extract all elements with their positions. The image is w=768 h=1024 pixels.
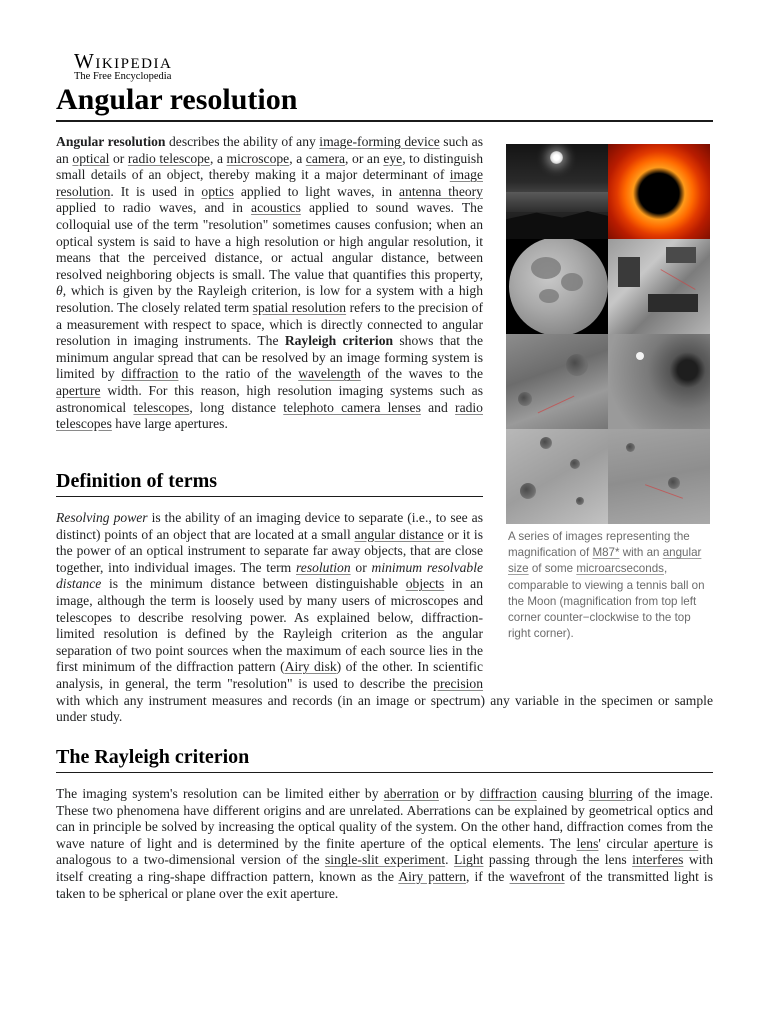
text-run: , a xyxy=(209,150,227,166)
text-run: of the image. These two phenomena have different origins and are unrelated. Aberrations can be explained by geometrical optics and can in principle be solved by increasing the optical quality of the system. On the other hand, diffraction comes from the wave nature of light and is determined by the finite aperture of the optical elements. The xyxy=(56,786,713,851)
text-run: with which any instrument measures and records (in an image or spectrum) any variable in the specimen or sample under study. xyxy=(56,692,713,725)
text-run: , which is given by the Rayleigh criterion, is low for a system with a high resolution. The closely related term xyxy=(56,283,483,315)
text-run: is the minimum distance between distinguishable xyxy=(101,576,406,592)
wiki-link[interactable]: aperture xyxy=(653,835,699,851)
wiki-link[interactable]: single-slit experiment xyxy=(324,852,446,868)
text-run: applied to radio waves, and in xyxy=(56,200,252,216)
text-run: . It is used in xyxy=(110,183,202,199)
text-run: and xyxy=(420,399,456,415)
text-run: have large apertures. xyxy=(111,416,228,432)
wiki-link[interactable]: angular size xyxy=(508,546,702,576)
lunar-surface-closeup-photo[interactable] xyxy=(506,334,608,429)
text-run: shows that the minimum angular spread that can be resolved by an image forming system is limited by xyxy=(56,333,483,382)
wiki-link[interactable]: resolution xyxy=(296,559,351,575)
mare-shape xyxy=(531,257,561,279)
moon-glow xyxy=(550,151,563,164)
wiki-link[interactable]: blurring xyxy=(588,786,633,801)
crater xyxy=(520,483,536,499)
lander-part xyxy=(666,247,696,263)
text-run: . xyxy=(445,852,454,868)
wiki-link[interactable]: radio telescopes xyxy=(56,399,483,432)
wiki-link[interactable]: Airy disk xyxy=(284,659,337,675)
text-run: applied to light waves, in xyxy=(233,183,400,199)
lake-water xyxy=(506,192,608,212)
text-run: or it is the power of an optical instrument to separate far away objects, that are close together, into individual images. The term xyxy=(56,526,483,575)
text-run: describes the ability of any xyxy=(165,134,320,149)
wiki-link[interactable]: Light xyxy=(453,852,484,868)
wiki-link[interactable]: M87* xyxy=(592,546,620,560)
wiki-link[interactable]: microscope xyxy=(226,150,290,166)
wiki-link[interactable]: microarcseconds xyxy=(576,562,664,576)
wiki-link[interactable]: wavelength xyxy=(298,366,361,382)
mare-shape xyxy=(561,273,583,291)
wiki-link[interactable]: camera xyxy=(305,150,346,166)
italic-term: θ xyxy=(56,283,63,299)
text-run: of the waves to the xyxy=(360,366,484,382)
text-run: , to distinguish small details of an object, thereby making it a major determinant of xyxy=(56,150,483,183)
wikipedia-logo[interactable] xyxy=(74,50,214,83)
definition-paragraph xyxy=(56,510,713,726)
wiki-link[interactable]: image-forming device xyxy=(319,134,440,149)
wiki-link[interactable]: aberration xyxy=(383,786,439,801)
text-run: , if the xyxy=(466,868,510,884)
text-run: such as an xyxy=(56,134,484,166)
wiki-link[interactable]: objects xyxy=(405,576,445,592)
text-run: of the transmitted light is taken to be spherical or plane over the exit aperture. xyxy=(56,868,713,901)
text-run: is the ability of an imaging device to separate (i.e., to see as distinct) points of an object that are located at a small xyxy=(56,510,483,542)
bold-term: Rayleigh criterion xyxy=(284,333,394,349)
lander-part xyxy=(648,294,698,312)
text-run: or xyxy=(350,559,372,575)
wiki-link[interactable]: aperture xyxy=(56,382,101,398)
crater xyxy=(518,392,532,406)
bold-term: Angular resolution xyxy=(56,134,166,149)
section-heading-rayleigh-criterion: The Rayleigh criterion xyxy=(56,746,250,768)
text-run: or by xyxy=(438,786,480,801)
logo-tagline: The Free Encyclopedia xyxy=(74,71,172,82)
text-run: of some xyxy=(528,562,577,576)
crater xyxy=(570,459,580,469)
apollo-lander-closeup-photo[interactable] xyxy=(608,239,710,334)
wiki-link[interactable]: telescopes xyxy=(133,399,190,415)
wiki-link[interactable]: radio telescope xyxy=(127,150,210,166)
wiki-link[interactable]: optics xyxy=(201,183,234,199)
italic-term: Resolving power xyxy=(56,510,148,525)
full-moon-photo[interactable] xyxy=(506,239,608,334)
zoom-guide-line xyxy=(660,269,695,290)
text-run: with itself creating a ring-shape diffraction pattern, known as the xyxy=(56,852,713,884)
crater xyxy=(668,477,680,489)
section-divider xyxy=(56,772,713,773)
page-title: Angular resolution xyxy=(56,83,298,116)
wiki-link[interactable]: eye xyxy=(383,150,403,166)
text-run: with an xyxy=(619,546,663,560)
text-run: applied to sound waves. The colloquial use of the term "resolution" sometimes causes confusion; when an optical system is said to have a high resolution or high angular resolution, it means that the perceived distance, or actual angular distance, between resolved neighboring objects is small. The value that quantifies this property, xyxy=(56,200,483,282)
text-run: refers to the precision of a measurement with respect to space, which is directly connected to angular resolution in imaging instruments. The xyxy=(56,299,483,349)
wiki-link[interactable]: image resolution xyxy=(56,167,483,199)
text-run: in an image, although the term is loosely used by many users of microscopes and telescopes to describe resolving power. As explained below, diffraction-limited resolution is defined by the Rayleigh criterion as the angular separation of two point sources when the maximum of each source lies in the first minimum of the diffraction pattern ( xyxy=(56,576,483,675)
text-run: , comparable to viewing a tennis ball on the Moon (magnification from top left corner counter−clockwise to the top right corner). xyxy=(508,562,705,641)
text-run: causing xyxy=(536,786,589,801)
text-run: is analogous to a two-dimensional version of the xyxy=(56,835,713,868)
text-run: ' circular xyxy=(598,835,654,851)
wiki-link[interactable]: interferes xyxy=(632,852,684,868)
wiki-link[interactable]: antenna theory xyxy=(399,183,483,199)
zoom-guide-line xyxy=(538,396,575,414)
lead-paragraph xyxy=(56,134,483,433)
crater xyxy=(566,354,588,376)
section-divider xyxy=(56,496,483,497)
wiki-link[interactable]: optical xyxy=(72,150,110,166)
wiki-link[interactable]: diffraction xyxy=(121,366,179,382)
wiki-link[interactable]: precision xyxy=(433,675,483,691)
wiki-link[interactable]: lens xyxy=(576,835,599,851)
wiki-link[interactable]: wavefront xyxy=(509,868,565,884)
text-run: , a xyxy=(289,150,306,166)
text-run: passing through the lens xyxy=(483,852,633,868)
wiki-link[interactable]: telephoto camera lenses xyxy=(283,399,421,415)
logo-wordmark: Wikipedia xyxy=(74,49,173,73)
title-divider xyxy=(56,120,713,122)
wiki-link[interactable]: diffraction xyxy=(479,786,537,801)
lunar-landing-site-photo[interactable] xyxy=(608,334,710,429)
landing-site-marker xyxy=(636,352,644,360)
crater xyxy=(576,497,584,505)
italic-term: minimum resolvable distance xyxy=(56,559,484,592)
wiki-link[interactable]: Airy pattern xyxy=(398,868,467,884)
wiki-link[interactable]: angular distance xyxy=(354,526,444,542)
text-run: The imaging system's resolution can be limited either by xyxy=(56,786,384,801)
text-run: to the ratio of the xyxy=(178,366,299,382)
text-run: , or an xyxy=(345,150,384,166)
moonrise-over-lake-photo[interactable] xyxy=(506,144,608,239)
wiki-link[interactable]: spatial resolution xyxy=(252,299,347,315)
m87-black-hole-image[interactable] xyxy=(608,144,710,239)
wiki-link[interactable]: acoustics xyxy=(251,200,301,216)
text-run: ) of the other. In scientific analysis, in general, the term "resolution" is used to describe the xyxy=(56,659,483,691)
text-run: , long distance xyxy=(189,399,284,415)
mare-shape xyxy=(539,289,559,303)
crater xyxy=(626,443,635,452)
figure-float-spacer xyxy=(483,510,713,686)
section-heading-definition-of-terms: Definition of terms xyxy=(56,470,218,492)
lander-part xyxy=(618,257,640,287)
text-run: or xyxy=(109,150,128,166)
crater xyxy=(540,437,552,449)
text-run: A series of images representing the magnification of xyxy=(508,530,690,560)
rayleigh-paragraph xyxy=(56,786,713,902)
text-run: width. For this reason, high resolution imaging systems such as astronomical xyxy=(56,382,483,415)
image-grid xyxy=(506,144,710,524)
moon-disk xyxy=(509,239,608,334)
